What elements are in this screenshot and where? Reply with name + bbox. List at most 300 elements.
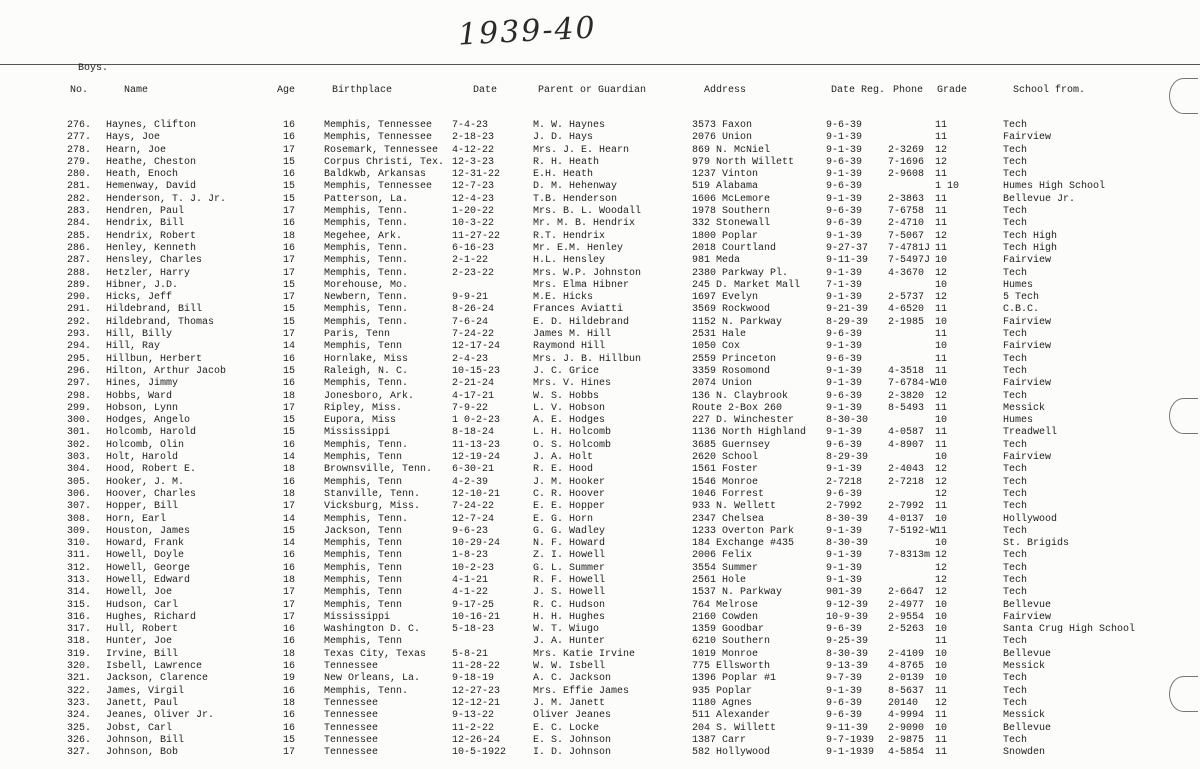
grade: 11 <box>935 193 948 205</box>
table-row <box>0 218 1200 230</box>
address: 2561 Hole <box>692 574 747 586</box>
age: 17 <box>283 587 296 599</box>
phone: 8-5637 <box>888 685 925 697</box>
date-registered: 9-25-39 <box>826 636 869 648</box>
date-registered: 9-12-39 <box>826 599 869 611</box>
column-headers <box>0 85 1200 101</box>
phone: 2-3269 <box>888 144 925 156</box>
school-from: Fairview <box>1003 341 1052 353</box>
table-row <box>0 514 1200 526</box>
grade: 11 <box>935 169 948 181</box>
age: 17 <box>283 329 296 341</box>
birth-date: 12-4-23 <box>452 193 495 205</box>
birth-date: 4-1-21 <box>452 574 489 586</box>
address: 582 Hollywood <box>692 747 771 759</box>
grade: 11 <box>935 206 948 218</box>
birth-date: 2-21-24 <box>452 378 495 390</box>
birthplace: Memphis, Tenn <box>324 587 403 599</box>
row-number: 300. <box>67 415 92 427</box>
address: 227 D. Winchester <box>692 415 795 427</box>
age: 18 <box>283 648 296 660</box>
table-row <box>0 735 1200 747</box>
table-row <box>0 575 1200 587</box>
school-from: Fairview <box>1003 611 1052 623</box>
birthplace: Tennessee <box>324 734 379 746</box>
birthplace: Memphis, Tenn. <box>324 218 409 230</box>
birth-date: 12-3-23 <box>452 156 495 168</box>
address: 245 D. Market Mall <box>692 279 801 291</box>
row-number: 292. <box>67 316 92 328</box>
row-number: 286. <box>67 242 92 254</box>
phone: 4-0137 <box>888 513 925 525</box>
birthplace: Memphis, Tenn <box>324 452 403 464</box>
parent-guardian: Mrs. B. L. Woodall <box>533 206 642 218</box>
date-registered: 10-9-39 <box>826 611 869 623</box>
birth-date: 7-4-23 <box>452 120 489 131</box>
grade: 10 <box>935 513 948 525</box>
age: 15 <box>283 525 296 537</box>
address: 1019 Monroe <box>692 648 759 660</box>
address: 3569 Rockwood <box>692 304 771 316</box>
age: 16 <box>283 132 296 144</box>
birth-date: 12-10-21 <box>452 488 501 500</box>
birth-date: 2-4-23 <box>452 353 489 365</box>
parent-guardian: H. H. Hughes <box>533 611 606 623</box>
birthplace: Memphis, Tenn. <box>324 513 409 525</box>
parent-guardian: Mr. E.M. Henley <box>533 242 624 254</box>
row-number: 276. <box>67 120 92 131</box>
table-row <box>0 477 1200 489</box>
date-registered: 9-1-39 <box>826 574 863 586</box>
school-from: Bellevue <box>1003 599 1052 611</box>
student-name: Hoover, Charles <box>106 488 197 500</box>
student-name: Haynes, Clifton <box>106 120 197 131</box>
grade: 11 <box>935 304 948 316</box>
school-from: Tech <box>1003 488 1028 500</box>
table-row <box>0 710 1200 722</box>
school-from: Tech <box>1003 525 1028 537</box>
birthplace: Eupora, Miss <box>324 415 397 427</box>
table-row <box>0 366 1200 378</box>
grade: 11 <box>935 747 948 759</box>
date-registered: 9-21-39 <box>826 304 869 316</box>
student-name: Johnson, Bob <box>106 747 179 759</box>
student-name: Horn, Earl <box>106 513 167 525</box>
student-name: Jobst, Carl <box>106 722 173 734</box>
age: 17 <box>283 747 296 759</box>
grade: 10 <box>935 255 948 267</box>
grade: 11 <box>935 353 948 365</box>
student-name: Jeanes, Oliver Jr. <box>106 710 215 722</box>
parent-guardian: W. S. Hobbs <box>533 390 600 402</box>
parent-guardian: H.L. Hensley <box>533 255 606 267</box>
table-row <box>0 563 1200 575</box>
phone: 2-4710 <box>888 218 925 230</box>
age: 18 <box>283 574 296 586</box>
grade: 10 <box>935 452 948 464</box>
address: 1180 Agnes <box>692 697 753 709</box>
row-number: 279. <box>67 156 92 168</box>
date-registered: 9-1-39 <box>826 341 863 353</box>
phone: 4-6520 <box>888 304 925 316</box>
student-name: Hearn, Joe <box>106 144 167 156</box>
row-number: 284. <box>67 218 92 230</box>
parent-guardian: W. W. Isbell <box>533 661 606 673</box>
school-from: Tech <box>1003 550 1028 562</box>
row-number: 316. <box>67 611 92 623</box>
parent-guardian: Mrs. J. B. Hillbun <box>533 353 642 365</box>
age: 17 <box>283 611 296 623</box>
row-number: 295. <box>67 353 92 365</box>
age: 16 <box>283 661 296 673</box>
birthplace: Stanville, Tenn. <box>324 488 421 500</box>
student-name: Holcomb, Harold <box>106 427 197 439</box>
row-number: 321. <box>67 673 92 685</box>
date-registered: 9-1-39 <box>826 365 863 377</box>
school-from: Tech <box>1003 156 1028 168</box>
top-rule <box>0 64 1200 65</box>
grade: 10 <box>935 648 948 660</box>
row-number: 310. <box>67 538 92 550</box>
table-row <box>0 649 1200 661</box>
table-row <box>0 501 1200 513</box>
parent-guardian: A. C. Jackson <box>533 673 612 685</box>
birth-date: 7-9-22 <box>452 402 489 414</box>
date-registered: 9-6-39 <box>826 697 863 709</box>
birth-date: 1 0-2-23 <box>452 415 501 427</box>
grade: 11 <box>935 427 948 439</box>
address: 1237 Vinton <box>692 169 759 181</box>
date-registered: 8-30-39 <box>826 513 869 525</box>
school-from: Tech <box>1003 206 1028 218</box>
birthplace: Memphis, Tenn <box>324 341 403 353</box>
age: 16 <box>283 439 296 451</box>
student-name: Howell, George <box>106 562 191 574</box>
student-name: Jackson, Clarence <box>106 673 209 685</box>
address: 3554 Summer <box>692 562 759 574</box>
address: 1233 Overton Park <box>692 525 795 537</box>
table-row <box>0 415 1200 427</box>
row-number: 318. <box>67 636 92 648</box>
birthplace: Memphis, Tenn <box>324 550 403 562</box>
school-from: Tech <box>1003 120 1028 131</box>
row-number: 323. <box>67 697 92 709</box>
grade: 11 <box>935 218 948 230</box>
address: 2006 Felix <box>692 550 753 562</box>
parent-guardian: J. M. Janett <box>533 697 606 709</box>
birthplace: Ripley, Miss. <box>324 402 403 414</box>
date-registered: 9-1-39 <box>826 169 863 181</box>
birth-date: 11-2-22 <box>452 722 495 734</box>
student-name: Howell, Joe <box>106 587 173 599</box>
parent-guardian: J. A. Holt <box>533 452 594 464</box>
table-row <box>0 181 1200 193</box>
school-from: Hollywood <box>1003 513 1058 525</box>
row-number: 304. <box>67 464 92 476</box>
address: 1537 N. Parkway <box>692 587 783 599</box>
age: 15 <box>283 415 296 427</box>
grade: 11 <box>935 365 948 377</box>
birth-date: 2-18-23 <box>452 132 495 144</box>
grade: 11 <box>935 734 948 746</box>
school-from: Messick <box>1003 661 1046 673</box>
student-name: Heathe, Cheston <box>106 156 197 168</box>
grade: 10 <box>935 722 948 734</box>
birthplace: Washington D. C. <box>324 624 421 636</box>
school-from: Tech <box>1003 144 1028 156</box>
birthplace: Raleigh, N. C. <box>324 365 409 377</box>
school-from: Bellevue Jr. <box>1003 193 1076 205</box>
school-from: Tech <box>1003 501 1028 513</box>
school-from: Messick <box>1003 710 1046 722</box>
parent-guardian: J. S. Howell <box>533 587 606 599</box>
table-row <box>0 268 1200 280</box>
address: 519 Alabama <box>692 181 759 193</box>
parent-guardian: Z. I. Howell <box>533 550 606 562</box>
grade: 11 <box>935 501 948 513</box>
phone: 7-6784-W <box>888 378 937 390</box>
date-registered: 9-1-1939 <box>826 747 875 759</box>
birthplace: Megehee, Ark. <box>324 230 403 242</box>
parent-guardian: James M. Hill <box>533 329 612 341</box>
address: 3359 Rosomond <box>692 365 771 377</box>
table-row <box>0 489 1200 501</box>
school-from: St. Brigids <box>1003 538 1070 550</box>
parent-guardian: Mr. M. B. Hendrix <box>533 218 636 230</box>
table-row <box>0 686 1200 698</box>
age: 18 <box>283 230 296 242</box>
birthplace: Memphis, Tenn <box>324 599 403 611</box>
date-registered: 9-11-39 <box>826 255 869 267</box>
date-registered: 9-6-39 <box>826 181 863 193</box>
date-registered: 2-7218 <box>826 476 863 488</box>
parent-guardian: J. C. Grice <box>533 365 600 377</box>
grade: 12 <box>935 230 948 242</box>
age: 15 <box>283 193 296 205</box>
parent-guardian: R. H. Heath <box>533 156 600 168</box>
birthplace: Memphis, Tenn. <box>324 242 409 254</box>
table-row <box>0 612 1200 624</box>
birthplace: Memphis, Tenn. <box>324 439 409 451</box>
address: 6210 Southern <box>692 636 771 648</box>
parent-guardian: E. D. Hildebrand <box>533 316 630 328</box>
birthplace: Memphis, Tenn. <box>324 255 409 267</box>
address: 2620 School <box>692 452 759 464</box>
address: 332 Stonewall <box>692 218 771 230</box>
school-from: Tech <box>1003 169 1028 181</box>
age: 17 <box>283 599 296 611</box>
parent-guardian: E.H. Heath <box>533 169 594 181</box>
birth-date: 8-26-24 <box>452 304 495 316</box>
student-name: Hensley, Charles <box>106 255 203 267</box>
age: 16 <box>283 550 296 562</box>
phone: 2-9608 <box>888 169 925 181</box>
age: 17 <box>283 267 296 279</box>
date-registered: 9-6-39 <box>826 488 863 500</box>
row-number: 281. <box>67 181 92 193</box>
table-row <box>0 661 1200 673</box>
birthplace: Morehouse, Mo. <box>324 279 409 291</box>
parent-guardian: C. R. Hoover <box>533 488 606 500</box>
grade: 12 <box>935 476 948 488</box>
address: 1046 Forrest <box>692 488 765 500</box>
address: 1359 Goodbar <box>692 624 765 636</box>
row-number: 277. <box>67 132 92 144</box>
row-number: 287. <box>67 255 92 267</box>
address: 979 North Willett <box>692 156 795 168</box>
age: 16 <box>283 476 296 488</box>
birthplace: Tennessee <box>324 697 379 709</box>
table-row <box>0 194 1200 206</box>
header-address: Address <box>704 85 747 96</box>
table-row <box>0 391 1200 403</box>
grade: 12 <box>935 156 948 168</box>
address: 1136 North Highland <box>692 427 807 439</box>
birth-date: 10-16-21 <box>452 611 501 623</box>
row-number: 301. <box>67 427 92 439</box>
student-name: Howard, Frank <box>106 538 185 550</box>
grade: 10 <box>935 538 948 550</box>
date-registered: 9-6-39 <box>826 439 863 451</box>
table-row <box>0 292 1200 304</box>
row-number: 311. <box>67 550 92 562</box>
address: Route 2-Box 260 <box>692 402 783 414</box>
school-from: Bellevue <box>1003 648 1052 660</box>
student-name: Hendrix, Robert <box>106 230 197 242</box>
school-from: Tech <box>1003 673 1028 685</box>
row-number: 294. <box>67 341 92 353</box>
phone: 4-8765 <box>888 661 925 673</box>
birth-date: 12-27-23 <box>452 685 501 697</box>
row-number: 307. <box>67 501 92 513</box>
header-parent: Parent or Guardian <box>538 85 647 96</box>
date-registered: 9-7-1939 <box>826 734 875 746</box>
parent-guardian: Frances Aviatti <box>533 304 624 316</box>
age: 15 <box>283 734 296 746</box>
age: 17 <box>283 144 296 156</box>
grade: 11 <box>935 132 948 144</box>
table-row <box>0 206 1200 218</box>
date-registered: 9-7-39 <box>826 673 863 685</box>
birth-date: 12-31-22 <box>452 169 501 181</box>
phone: 2-7218 <box>888 476 925 488</box>
student-name: Holt, Harold <box>106 452 179 464</box>
row-number: 308. <box>67 513 92 525</box>
student-name: Janett, Paul <box>106 697 179 709</box>
age: 17 <box>283 402 296 414</box>
birth-date: 2-1-22 <box>452 255 489 267</box>
student-name: Howell, Doyle <box>106 550 185 562</box>
parent-guardian: L. H. Holcomb <box>533 427 612 439</box>
phone: 2-4109 <box>888 648 925 660</box>
table-row <box>0 403 1200 415</box>
date-registered: 9-1-39 <box>826 402 863 414</box>
age: 17 <box>283 501 296 513</box>
parent-guardian: L. V. Hobson <box>533 402 606 414</box>
table-row <box>0 341 1200 353</box>
address: 2076 Union <box>692 132 753 144</box>
grade: 11 <box>935 120 948 131</box>
header-phone: Phone <box>893 85 924 96</box>
student-name: Hildebrand, Bill <box>106 304 203 316</box>
school-from: Treadwell <box>1003 427 1058 439</box>
address: 1561 Foster <box>692 464 759 476</box>
address: 204 S. Willett <box>692 722 777 734</box>
date-registered: 9-6-39 <box>826 218 863 230</box>
birthplace: Memphis, Tenn. <box>324 267 409 279</box>
birth-date: 9-18-19 <box>452 673 495 685</box>
header-no: No. <box>70 85 89 96</box>
grade: 12 <box>935 390 948 402</box>
row-number: 326. <box>67 734 92 746</box>
student-name: Hopper, Bill <box>106 501 179 513</box>
phone: 2-4043 <box>888 464 925 476</box>
grade: 12 <box>935 587 948 599</box>
address: 1387 Carr <box>692 734 747 746</box>
row-number: 312. <box>67 562 92 574</box>
address: 1978 Southern <box>692 206 771 218</box>
address: 775 Ellsworth <box>692 661 771 673</box>
table-row <box>0 538 1200 550</box>
date-registered: 9-1-39 <box>826 193 863 205</box>
school-from: Tech <box>1003 587 1028 599</box>
row-number: 288. <box>67 267 92 279</box>
address: 2074 Union <box>692 378 753 390</box>
birth-date: 10-15-23 <box>452 365 501 377</box>
student-name: Johnson, Bill <box>106 734 185 746</box>
parent-guardian: Mrs. V. Hines <box>533 378 612 390</box>
birthplace: Jackson, Tenn <box>324 525 403 537</box>
school-from: Humes <box>1003 279 1034 291</box>
parent-guardian: G. L. Summer <box>533 562 606 574</box>
table-row <box>0 132 1200 144</box>
address: 184 Exchange #435 <box>692 538 795 550</box>
date-registered: 2-7992 <box>826 501 863 513</box>
address: 1800 Poplar <box>692 230 759 242</box>
birthplace: Baldkwb, Arkansas <box>324 169 427 181</box>
phone: 20140 <box>888 697 919 709</box>
student-name: Hemenway, David <box>106 181 197 193</box>
date-registered: 9-6-39 <box>826 206 863 218</box>
grade: 11 <box>935 525 948 537</box>
date-registered: 9-1-39 <box>826 230 863 242</box>
parent-guardian: N. F. Howard <box>533 538 606 550</box>
row-number: 305. <box>67 476 92 488</box>
birthplace: Tennessee <box>324 661 379 673</box>
parent-guardian: R. C. Hudson <box>533 599 606 611</box>
grade: 10 <box>935 341 948 353</box>
phone: 2-7992 <box>888 501 925 513</box>
date-registered: 9-1-39 <box>826 525 863 537</box>
phone: 7-4781J <box>888 242 931 254</box>
row-number: 285. <box>67 230 92 242</box>
school-from: Messick <box>1003 402 1046 414</box>
birthplace: Brownsville, Tenn. <box>324 464 433 476</box>
grade: 10 <box>935 378 948 390</box>
date-registered: 9-6-39 <box>826 710 863 722</box>
grade: 11 <box>935 402 948 414</box>
birth-date: 10-29-24 <box>452 538 501 550</box>
birthplace: Hornlake, Miss <box>324 353 409 365</box>
student-name: Hunter, Joe <box>106 636 173 648</box>
row-number: 297. <box>67 378 92 390</box>
row-number: 290. <box>67 292 92 304</box>
birthplace: Memphis, Tenn <box>324 636 403 648</box>
address: 933 N. Wellett <box>692 501 777 513</box>
school-from: Tech <box>1003 365 1028 377</box>
phone: 7-1696 <box>888 156 925 168</box>
age: 16 <box>283 242 296 254</box>
